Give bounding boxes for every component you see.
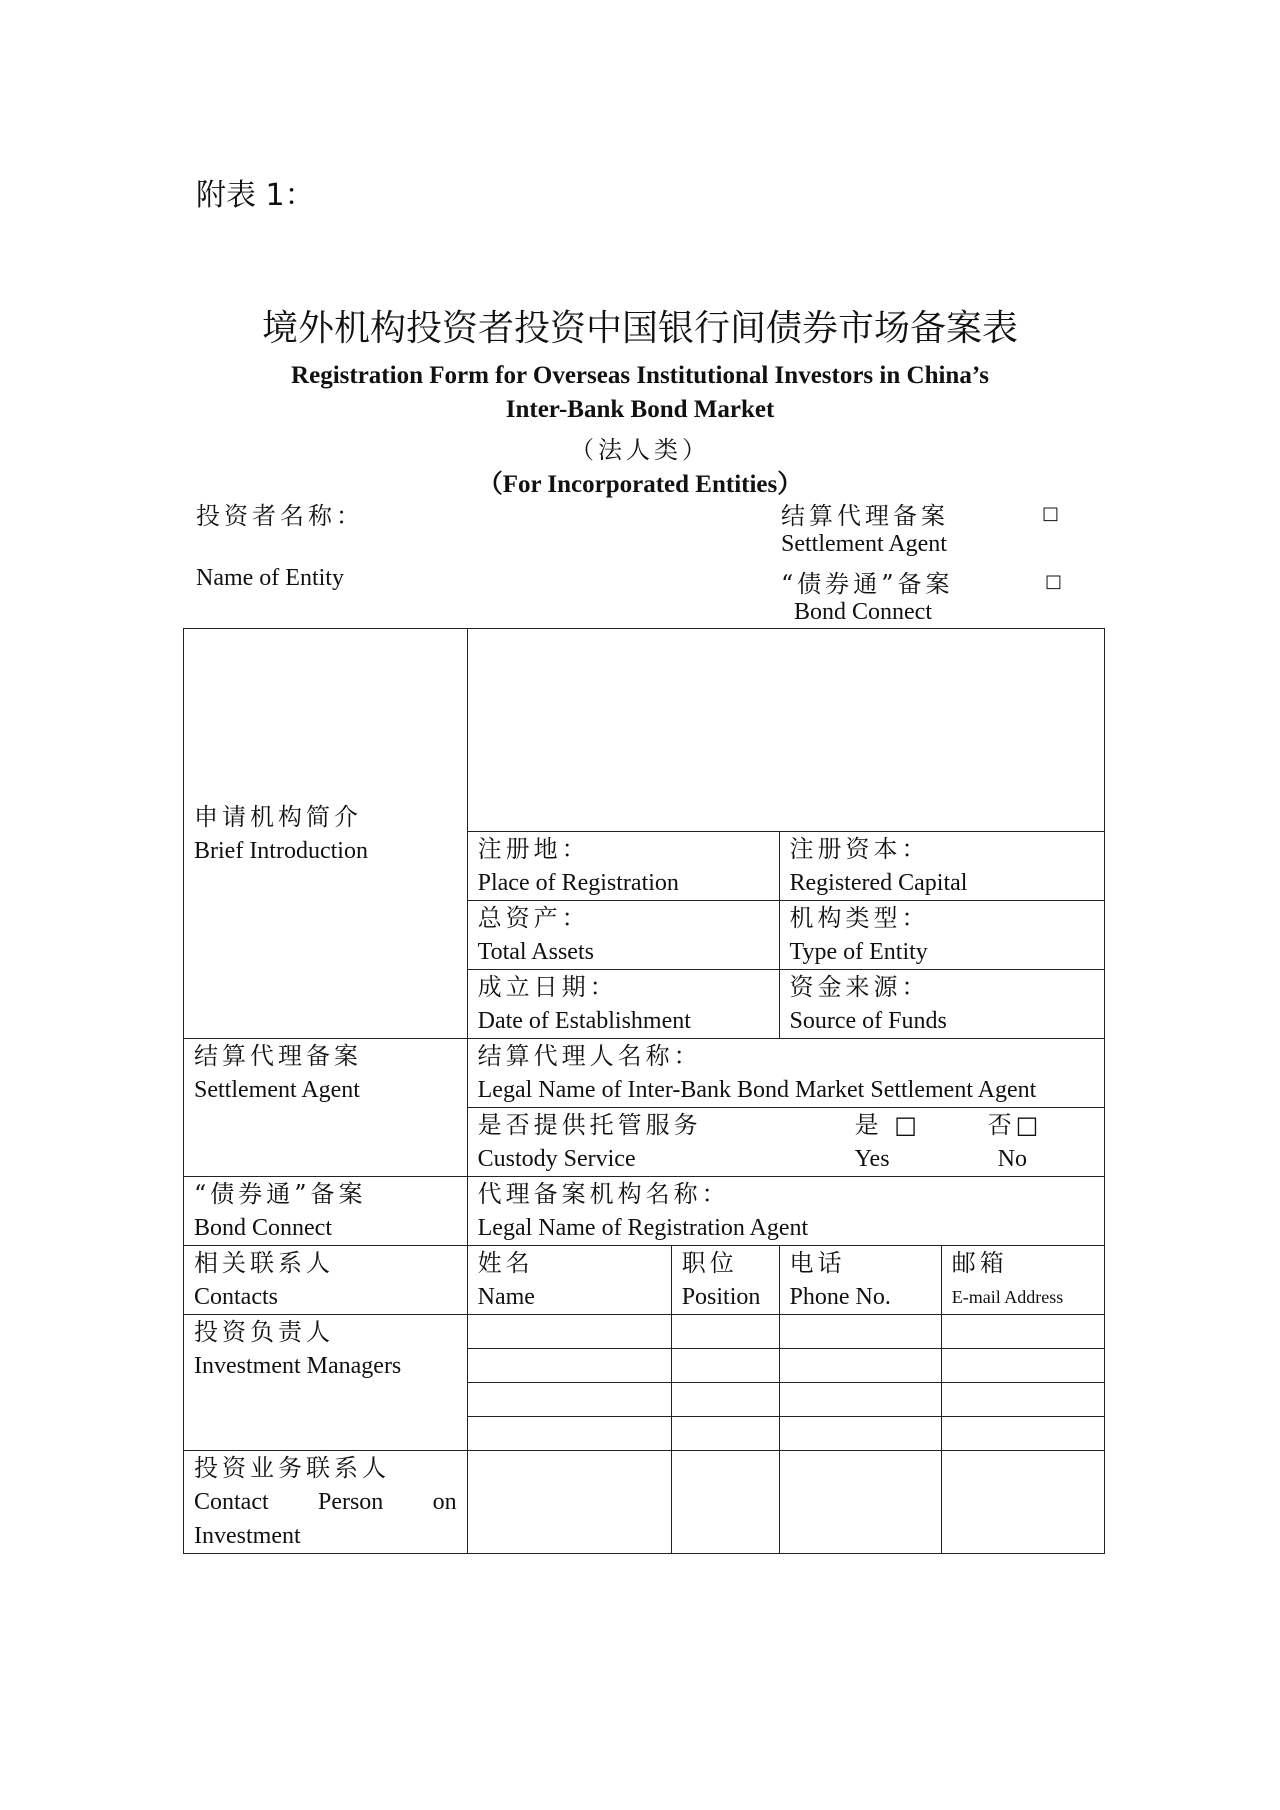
contact-investment-label-en-line1 <box>194 1485 457 1519</box>
settlement-agent-name-field[interactable] <box>467 1039 1104 1108</box>
form-title-en-line2: Inter-Bank Bond Market <box>505 396 775 423</box>
manager-name-cell[interactable] <box>467 1315 671 1349</box>
custody-no-checkbox[interactable]: 否□ <box>987 1111 1043 1139</box>
total-assets-label-en: Total Assets <box>477 939 594 965</box>
place-of-registration-field[interactable] <box>467 832 779 901</box>
contact-phone-cell[interactable] <box>779 1451 941 1554</box>
settlement-agent-label-en: Settlement Agent <box>194 1077 360 1103</box>
contact-name-cell[interactable] <box>467 1451 671 1554</box>
manager-email-cell[interactable] <box>941 1349 1104 1383</box>
form-category-cn: （法人类） <box>570 436 710 464</box>
email-header-cn: 邮箱 <box>951 1249 1008 1277</box>
contact-investment-word: on <box>432 1489 457 1515</box>
manager-name-cell[interactable] <box>467 1349 671 1383</box>
form-category-en: （For Incorporated Entities） <box>477 471 803 498</box>
contacts-label-cell <box>184 1246 468 1315</box>
contact-investment-label-cell <box>184 1451 468 1554</box>
registration-agent-label-cn: 代理备案机构名称： <box>477 1180 730 1208</box>
phone-header-en: Phone No. <box>789 1284 891 1310</box>
custody-yes-checkbox[interactable]: 是 □ <box>854 1111 921 1139</box>
settlement-agent-name-label-en: Legal Name of Inter-Bank Bond Market Settlement Agent <box>477 1077 1037 1103</box>
type-of-entity-label-en: Type of Entity <box>789 939 928 965</box>
brief-intro-label-cell <box>184 629 468 1039</box>
source-of-funds-field[interactable] <box>779 970 1105 1039</box>
manager-name-cell[interactable] <box>467 1417 671 1451</box>
settlement-agent-label-cn: 结算代理备案 <box>194 1042 362 1070</box>
manager-position-cell[interactable] <box>671 1315 779 1349</box>
email-header-en: E-mail Address <box>951 1287 1064 1307</box>
manager-email-cell[interactable] <box>941 1417 1104 1451</box>
contact-investment-label-cn: 投资业务联系人 <box>194 1454 390 1482</box>
bond-connect-option-cn: “债券通”备案 <box>781 570 954 598</box>
settlement-agent-name-label-cn: 结算代理人名称： <box>477 1042 702 1070</box>
settlement-agent-option-en: Settlement Agent <box>781 531 947 557</box>
entity-name-label-en: Name of Entity <box>196 565 344 591</box>
bond-connect-label-cn: “债券通”备案 <box>194 1180 367 1208</box>
registration-table <box>183 628 1105 1554</box>
custody-no-label: No <box>997 1146 1027 1172</box>
registration-agent-field[interactable] <box>467 1177 1104 1246</box>
date-established-field[interactable] <box>467 970 779 1039</box>
contact-investment-label-en-line2: Investment <box>194 1523 301 1549</box>
form-title-cn: 境外机构投资者投资中国银行间债券市场备案表 <box>261 308 1018 349</box>
total-assets-label-cn: 总资产： <box>477 904 590 932</box>
custody-yes-label: Yes <box>854 1146 890 1172</box>
bond-connect-checkbox[interactable]: □ <box>1045 571 1063 592</box>
email-column-header <box>941 1246 1104 1315</box>
source-of-funds-label-en: Source of Funds <box>789 1008 947 1034</box>
annex-label: 附表 1： <box>196 178 315 213</box>
name-header-en: Name <box>477 1284 535 1310</box>
settlement-agent-checkbox[interactable]: □ <box>1042 503 1060 524</box>
position-column-header <box>671 1246 779 1315</box>
custody-service-label-en: Custody Service <box>477 1146 636 1172</box>
contact-investment-word: Contact <box>194 1489 269 1515</box>
investment-managers-label-cn: 投资负责人 <box>194 1318 334 1346</box>
settlement-agent-label-cell <box>184 1039 468 1177</box>
entity-name-label-cn: 投资者名称： <box>196 502 364 530</box>
brief-intro-label-cn: 申请机构简介 <box>194 803 362 831</box>
registered-capital-field[interactable] <box>779 832 1105 901</box>
phone-header-cn: 电话 <box>789 1249 846 1277</box>
form-title-en-line1: Registration Form for Overseas Institutional Investors in China’s <box>291 362 989 389</box>
registered-capital-label-cn: 注册资本： <box>789 835 930 863</box>
custody-service-label-cn: 是否提供托管服务 <box>477 1111 702 1139</box>
bond-connect-label-cell <box>184 1177 468 1246</box>
date-established-label-cn: 成立日期： <box>477 973 618 1001</box>
bond-connect-label-en: Bond Connect <box>194 1215 332 1241</box>
date-established-label-en: Date of Establishment <box>477 1008 691 1034</box>
manager-email-cell[interactable] <box>941 1383 1104 1417</box>
manager-phone-cell[interactable] <box>779 1349 941 1383</box>
manager-email-cell[interactable] <box>941 1315 1104 1349</box>
contacts-label-en: Contacts <box>194 1284 278 1310</box>
manager-phone-cell[interactable] <box>779 1417 941 1451</box>
manager-position-cell[interactable] <box>671 1417 779 1451</box>
investment-managers-label-cell <box>184 1315 468 1451</box>
position-header-cn: 职位 <box>681 1249 738 1277</box>
place-of-registration-label-cn: 注册地： <box>477 835 590 863</box>
phone-column-header <box>779 1246 941 1315</box>
position-header-en: Position <box>681 1284 761 1310</box>
contact-position-cell[interactable] <box>671 1451 779 1554</box>
settlement-agent-option-cn: 结算代理备案 <box>781 502 949 530</box>
contact-investment-word: Person <box>317 1489 384 1515</box>
name-column-header <box>467 1246 671 1315</box>
investment-managers-label-en: Investment Managers <box>194 1353 402 1379</box>
contact-email-cell[interactable] <box>941 1451 1104 1554</box>
registered-capital-label-en: Registered Capital <box>789 870 968 896</box>
manager-position-cell[interactable] <box>671 1383 779 1417</box>
custody-service-field <box>467 1108 1104 1177</box>
brief-intro-label-en: Brief Introduction <box>194 838 368 864</box>
manager-position-cell[interactable] <box>671 1349 779 1383</box>
contacts-label-cn: 相关联系人 <box>194 1249 334 1277</box>
type-of-entity-field[interactable] <box>779 901 1105 970</box>
type-of-entity-label-cn: 机构类型： <box>789 904 930 932</box>
manager-phone-cell[interactable] <box>779 1315 941 1349</box>
total-assets-field[interactable] <box>467 901 779 970</box>
manager-phone-cell[interactable] <box>779 1383 941 1417</box>
name-header-cn: 姓名 <box>477 1249 534 1277</box>
registration-agent-label-en: Legal Name of Registration Agent <box>477 1215 809 1241</box>
source-of-funds-label-cn: 资金来源： <box>789 973 930 1001</box>
brief-intro-input[interactable] <box>467 629 1104 832</box>
bond-connect-option-en: Bond Connect <box>794 599 932 625</box>
manager-name-cell[interactable] <box>467 1383 671 1417</box>
place-of-registration-label-en: Place of Registration <box>477 870 679 896</box>
